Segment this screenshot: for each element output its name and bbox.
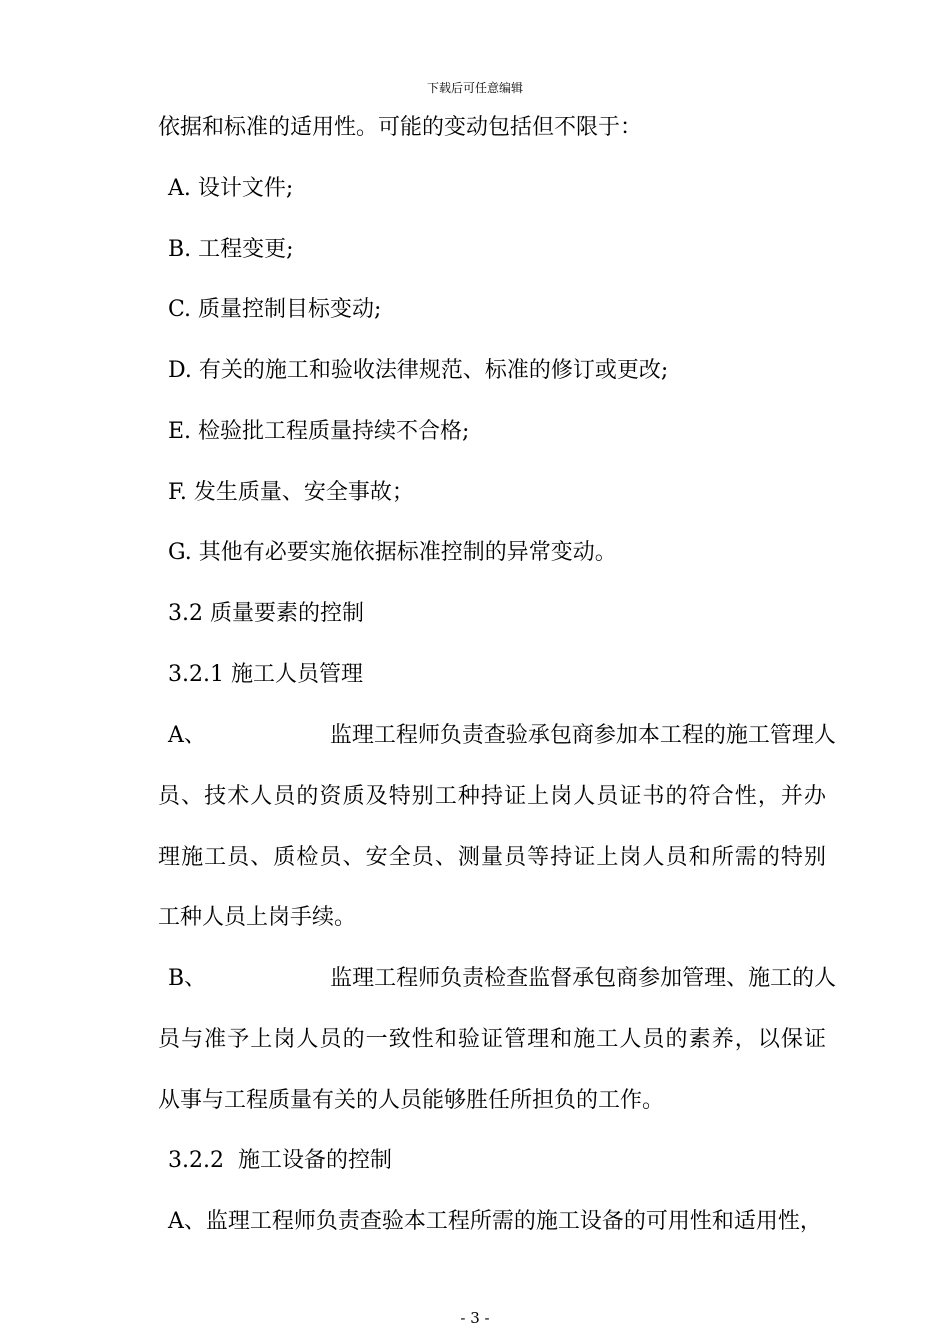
list-item-f: F. 发生质量、安全事故； <box>168 480 414 505</box>
list-item-a: A. 设计文件; <box>168 176 294 201</box>
section-heading-3-2-1: 3.2.1 施工人员管理 <box>168 662 363 687</box>
para-a-line: 员、技术人员的资质及特别工种持证上岗人员证书的符合性，并办 <box>158 784 826 809</box>
para-b-line: 从事与工程质量有关的人员能够胜任所担负的工作。 <box>158 1088 665 1113</box>
section-heading-3-2-2: 3.2.2 施工设备的控制 <box>168 1148 392 1173</box>
list-item-d: D. 有关的施工和验收法律规范、标准的修订或更改; <box>168 358 669 383</box>
para-a-line: 工种人员上岗手续。 <box>158 905 357 930</box>
section-heading-3-2: 3.2 质量要素的控制 <box>168 601 364 626</box>
para-a-label: A、 <box>168 723 206 748</box>
para-a-first-line <box>168 722 836 750</box>
page-header: 下载后可任意编辑 <box>426 81 523 95</box>
para-equipment-line: A、监理工程师负责查验本工程所需的施工设备的可用性和适用性， <box>168 1209 822 1234</box>
list-item-b: B. 工程变更; <box>168 237 294 262</box>
para-b-line: 员与准予上岗人员的一致性和验证管理和施工人员的素养，以保证 <box>158 1027 826 1052</box>
body-text-line: 依据和标准的适用性。可能的变动包括但不限于： <box>158 115 643 140</box>
page-number: - 3 - <box>460 1309 490 1327</box>
para-b-text: 监理工程师负责检查监督承包商参加管理、施工的人 <box>330 966 837 991</box>
list-item-e: E. 检验批工程质量持续不合格; <box>168 419 470 444</box>
list-item-c: C. 质量控制目标变动; <box>168 297 382 322</box>
para-b-label: B、 <box>168 966 207 991</box>
para-a-line: 理施工员、质检员、安全员、测量员等持证上岗人员和所需的特别 <box>158 845 826 870</box>
list-item-g: G. 其他有必要实施依据标准控制的异常变动。 <box>168 540 617 565</box>
para-b-first-line <box>168 965 836 993</box>
para-a-text: 监理工程师负责查验承包商参加本工程的施工管理人 <box>329 723 836 748</box>
